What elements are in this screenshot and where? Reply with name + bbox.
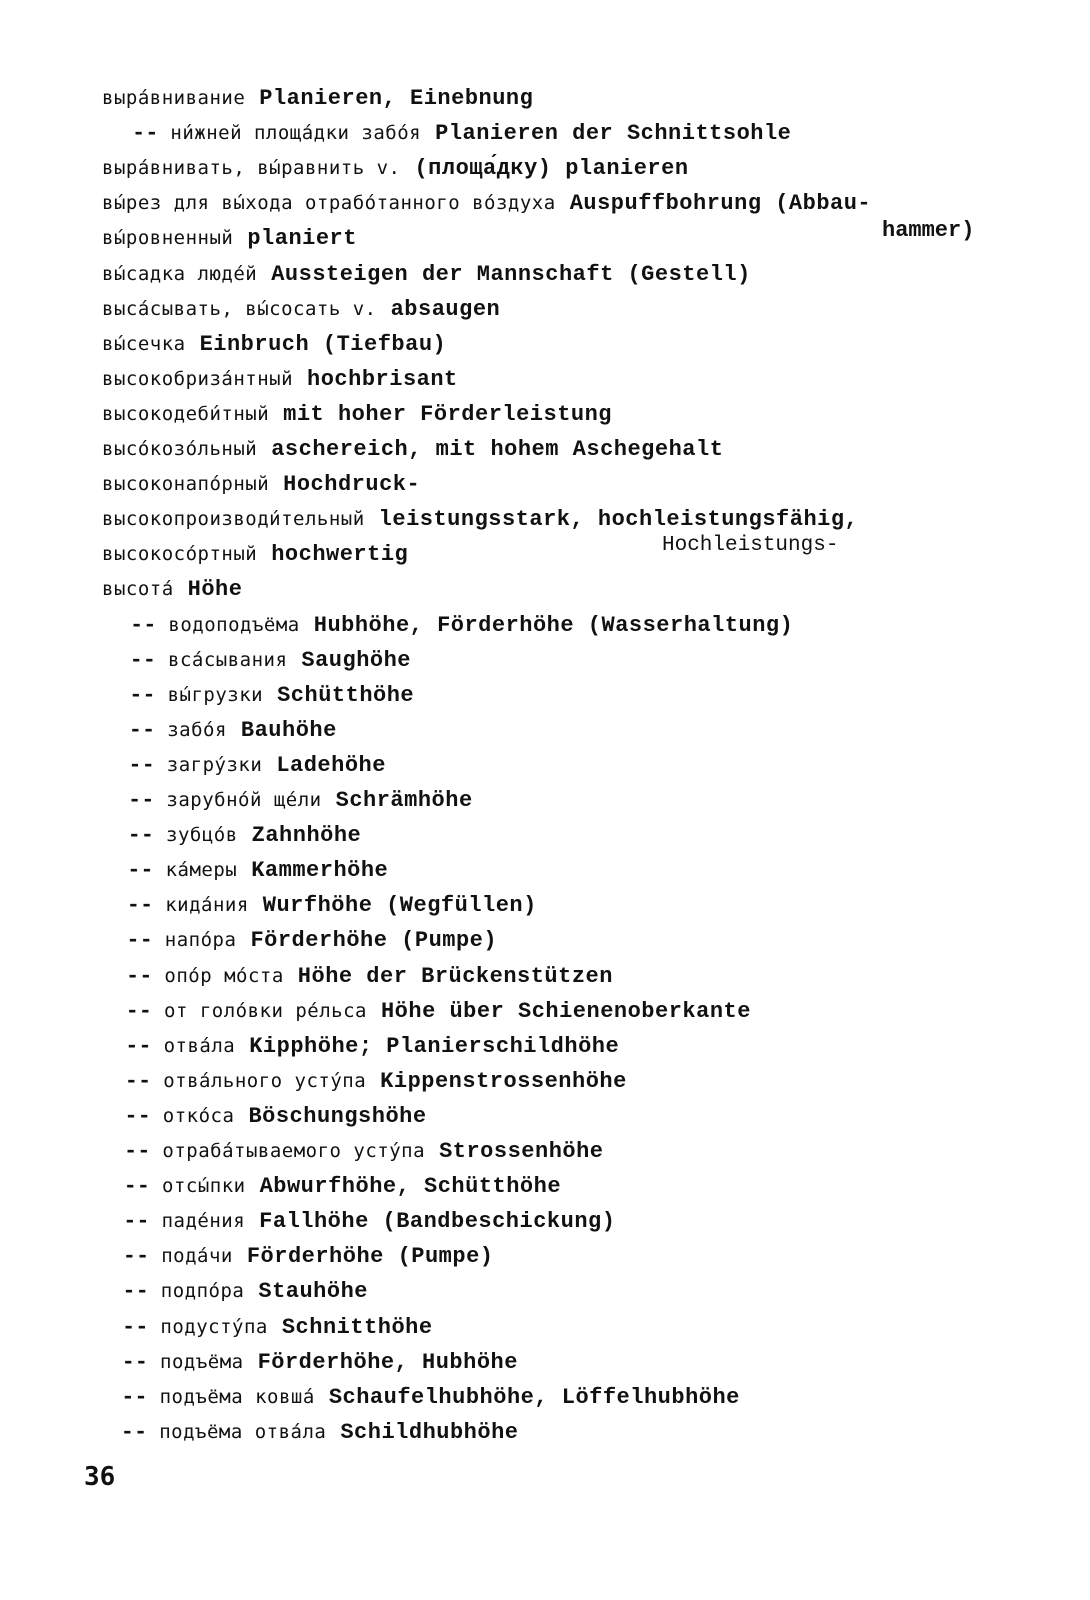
dictionary-entry (130, 607, 793, 641)
entry-dash: -- (125, 1033, 152, 1059)
dictionary-entry (128, 747, 386, 781)
entry-dash: -- (129, 682, 156, 708)
entry-term-russian: зубцо́в (166, 824, 238, 847)
dictionary-entry (124, 1098, 426, 1132)
dictionary-entry (122, 1273, 368, 1307)
dictionary-entry (102, 536, 408, 570)
entry-dash: -- (121, 1384, 148, 1410)
entry-term-russian: подпо́ра (160, 1280, 245, 1303)
entry-dash: -- (127, 858, 154, 884)
entry-dash: -- (122, 1314, 149, 1340)
entry-translation-german: Zahnhöhe (251, 823, 362, 849)
entry-term-russian: от голо́вки ре́льса (164, 999, 367, 1022)
entry-translation-german: Stauhöhe (258, 1279, 368, 1305)
dictionary-entry (123, 1203, 615, 1237)
entry-term-russian: высоконапо́рный (102, 473, 270, 496)
entry-term-russian: загру́зки (166, 753, 263, 776)
entry-translation-german: Böschungshöhe (248, 1103, 427, 1129)
dictionary-entry (102, 431, 723, 465)
entry-dash: -- (123, 1174, 150, 1200)
entry-dash: -- (126, 928, 153, 954)
entry-term-russian: отраба́тываемого усту́па (162, 1140, 426, 1162)
entry-term-russian: зарубно́й ще́ли (166, 789, 322, 811)
entry-translation-german: planiert (247, 226, 357, 252)
entry-translation-german: aschereich, mit hohem Aschegehalt (271, 437, 724, 462)
continuation-hammer: hammer) (882, 218, 975, 243)
entry-translation-german: Strossenhöhe (439, 1139, 604, 1164)
entry-dash: -- (128, 788, 155, 813)
entry-translation-german: Abwurfhöhe, Schütthöhe (259, 1174, 562, 1200)
entry-term-russian: высо́козо́льный (102, 438, 258, 460)
entry-dash: -- (121, 1349, 148, 1375)
dictionary-entry (130, 642, 411, 676)
entry-translation-german: mit hoher Förderleistung (283, 401, 613, 427)
entry-dash: -- (124, 1103, 151, 1129)
entry-term-russian: подъёма отва́ла (159, 1420, 327, 1443)
entry-term-russian: выса́сывать, вы́сосать v. (102, 297, 377, 320)
entry-term-russian: паде́ния (161, 1210, 246, 1233)
entry-translation-german: leistungsstark, hochleistungsfähig, (378, 507, 859, 533)
entry-translation-german: Wurfhöhe (Wegfüllen) (262, 893, 537, 919)
entry-term-russian: отко́са (162, 1104, 235, 1127)
entry-dash: -- (128, 752, 155, 778)
entry-translation-german: Höhe der Brückenstützen (297, 963, 613, 989)
page-number: 36 (84, 1462, 116, 1492)
entry-translation-german: Planieren der Schnittsohle (435, 121, 792, 147)
entry-term-russian: высота́ (102, 578, 174, 601)
dictionary-entry (102, 256, 751, 290)
dictionary-entry (132, 115, 791, 149)
entry-translation-german: Schrämhöhe (335, 788, 473, 813)
entry-term-russian: высокодеби́тный (102, 402, 270, 425)
entry-dash: -- (126, 963, 153, 989)
entry-translation-german: Bauhöhe (240, 717, 337, 743)
entry-translation-german: Saughöhe (301, 647, 412, 673)
entry-translation-german: Einbruch (Tiefbau) (199, 331, 447, 357)
dictionary-entry (102, 466, 420, 500)
dictionary-entry (102, 326, 446, 360)
entry-term-russian: вы́садка люде́й (102, 262, 258, 285)
entry-translation-german: Kammerhöhe (251, 858, 389, 884)
dictionary-entry (102, 396, 612, 430)
entry-translation-german: Planieren, Einebnung (259, 86, 534, 111)
entry-dash: -- (132, 121, 159, 147)
entry-translation-german: Höhe (187, 577, 243, 603)
entry-term-russian: высокосо́ртный (102, 543, 258, 566)
entry-dash: -- (122, 1244, 150, 1270)
entry-translation-german: Förderhöhe (Pumpe) (250, 928, 498, 954)
dictionary-entry (121, 1379, 740, 1413)
dictionary-entry (124, 1168, 561, 1202)
dictionary-entry (122, 1344, 518, 1378)
entry-dash: -- (120, 1419, 148, 1445)
entry-translation-german: absaugen (390, 296, 501, 322)
entry-term-russian: отсы́пки (162, 1175, 246, 1198)
dictionary-entry (125, 1028, 619, 1062)
entry-term-russian: вса́сывания (168, 648, 288, 671)
entry-translation-german: Fallhöhe (Bandbeschickung) (259, 1209, 616, 1235)
dictionary-entry (128, 817, 362, 851)
entry-term-russian: ни́жней площа́дки забо́я (170, 122, 422, 145)
entry-term-russian: подъёма (160, 1350, 244, 1373)
entry-translation-german: Ladehöhe (276, 752, 386, 778)
entry-dash: -- (126, 893, 154, 919)
entry-term-russian: выра́внивание (102, 87, 246, 109)
dictionary-entry (102, 150, 689, 184)
entry-term-russian: высокобриза́нтный (102, 367, 294, 390)
entry-dash: -- (129, 647, 156, 673)
entry-translation-german: Schnitthöhe (281, 1314, 433, 1340)
dictionary-entry (129, 712, 337, 746)
entry-term-russian: вы́ровненный (102, 227, 234, 250)
entry-translation-german: Aussteigen der Mannschaft (Gestell) (271, 261, 751, 287)
entry-dash: -- (122, 1279, 149, 1305)
entry-term-russian: забо́я (167, 718, 227, 741)
entry-translation-german: Auspuffbohrung (Abbau- (569, 191, 872, 217)
dictionary-entry (124, 1133, 604, 1167)
entry-dash: -- (130, 612, 157, 638)
entry-translation-german: Förderhöhe (Pumpe) (246, 1244, 494, 1270)
continuation-hochleistungs: Hochleistungs- (662, 534, 839, 557)
entry-term-russian: подусту́па (160, 1315, 268, 1338)
entry-translation-german: Hochdruck- (283, 472, 421, 498)
dictionary-entry (125, 1063, 627, 1097)
entry-translation-german: Kipphöhe; Planierschildhöhe (249, 1033, 620, 1059)
entry-dash: -- (128, 717, 156, 743)
dictionary-entry (102, 361, 458, 395)
entry-term-russian: отва́льного усту́па (163, 1069, 367, 1092)
entry-term-russian: вы́сечка (102, 332, 186, 355)
entry-term-russian: подъёма ковша́ (159, 1385, 315, 1408)
entry-translation-german: hochbrisant (307, 366, 458, 392)
entry-translation-german: Schaufelhubhöhe, Löffelhubhöhe (328, 1384, 740, 1410)
entry-translation-german: Förderhöhe, Hubhöhe (257, 1349, 518, 1375)
dictionary-entry (102, 571, 242, 605)
entry-dash: -- (124, 1139, 151, 1164)
dictionary-entry (102, 80, 533, 114)
dictionary-entry (127, 852, 388, 886)
dictionary-entry (126, 958, 613, 992)
entry-term-russian: водоподъёма (168, 613, 300, 636)
entry-translation-german: Höhe über Schienenoberkante (380, 998, 751, 1024)
entry-term-russian: высокопроизводи́тельный (102, 508, 365, 531)
dictionary-entry (128, 782, 473, 816)
entry-term-russian: выра́внивать, вы́равнить v. (102, 157, 401, 180)
entry-translation-german: Schütthöhe (277, 682, 415, 708)
entry-translation-german: Kippenstrossenhöhe (380, 1068, 627, 1094)
dictionary-entry (126, 993, 751, 1027)
entry-term-russian: опо́р мо́ста (164, 964, 284, 987)
dictionary-entry (126, 922, 497, 956)
dictionary-entry (123, 1238, 494, 1272)
entry-translation-german: Schildhubhöhe (340, 1419, 519, 1445)
entry-term-russian: вы́грузки (167, 683, 264, 706)
entry-dash: -- (124, 1068, 152, 1094)
dictionary-entry (102, 291, 500, 325)
entry-translation-german: Hubhöhe, Förderhöhe (Wasserhaltung) (313, 612, 794, 638)
dictionary-entry (129, 677, 414, 711)
entry-term-russian: отва́ла (163, 1034, 236, 1057)
dictionary-entry (121, 1414, 519, 1448)
entry-translation-german: (площа́дку) planieren (414, 156, 689, 182)
entry-term-russian: пода́чи (161, 1245, 233, 1268)
entry-dash: -- (127, 823, 154, 849)
dictionary-entry (102, 185, 871, 219)
dictionary-entry (102, 220, 357, 254)
entry-term-russian: кида́ния (165, 894, 249, 917)
entry-term-russian: ка́меры (165, 859, 238, 882)
entry-term-russian: напо́ра (164, 929, 237, 952)
dictionary-entry (122, 1309, 433, 1343)
entry-dash: -- (125, 998, 152, 1024)
dictionary-entry (127, 887, 537, 921)
entry-dash: -- (123, 1209, 150, 1235)
entry-term-russian: вы́рез для вы́хода отрабо́танного во́здуха (102, 192, 556, 215)
entry-translation-german: hochwertig (271, 542, 409, 568)
